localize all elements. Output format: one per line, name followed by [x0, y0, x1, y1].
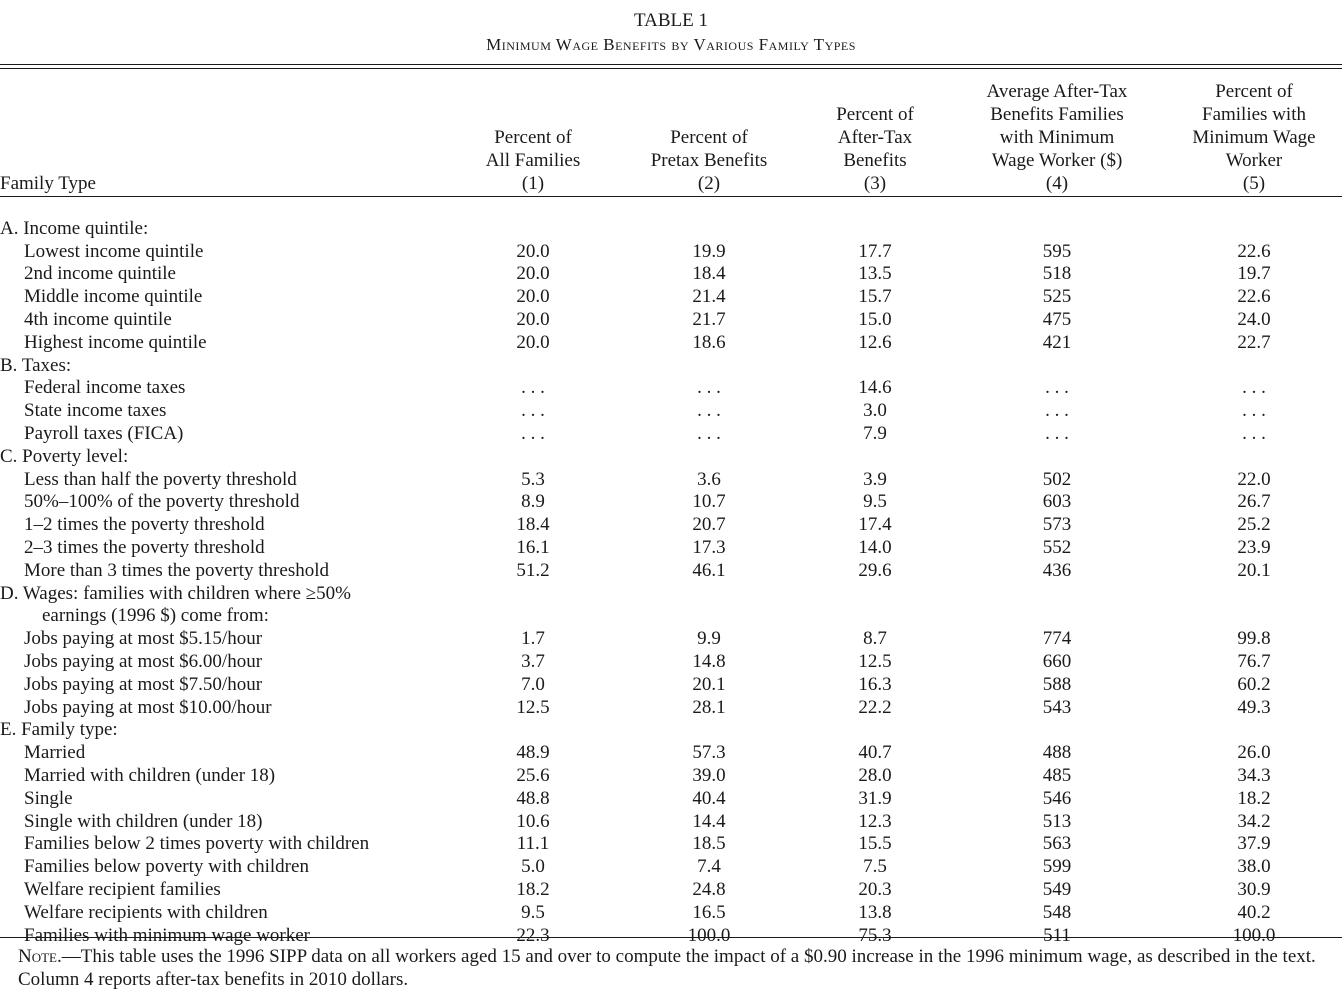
cell-col-5: 38.0: [1237, 856, 1271, 878]
header-line: Worker: [1225, 150, 1283, 171]
cell-col-2: 9.9: [697, 628, 721, 650]
table-row: [0, 560, 1342, 583]
table-row: [0, 332, 1342, 355]
cell-col-5: 30.9: [1237, 878, 1271, 900]
row-label: Lowest income quintile: [24, 240, 204, 262]
cell-col-2: [616, 605, 802, 628]
table-row: [0, 765, 1342, 788]
table-body: [0, 195, 1342, 947]
row-label: Jobs paying at most $10.00/hour: [24, 696, 272, 718]
table-row: [0, 742, 1342, 765]
cell-col-4: 660: [1042, 650, 1072, 672]
cell-col-3: 14.6: [858, 377, 892, 399]
cell-col-3: 13.8: [858, 901, 892, 923]
cell-col-4: 552: [1042, 536, 1072, 558]
note-text: .—This table uses the 1996 SIPP data on all workers aged 15 and over to compute the impact of a $0.90 increase in the 1996 minimum wage, as described in the text. Column 4 reports after-tax benefits in 2010 dollars.: [18, 946, 1316, 990]
cell-col-5: 20.1: [1237, 559, 1271, 581]
section-label: B. Taxes:: [0, 354, 72, 376]
table-row: [0, 377, 1342, 400]
cell-col-5: 18.2: [1237, 787, 1271, 809]
cell-col-5: [1166, 446, 1342, 469]
header-line: Percent of: [836, 104, 914, 125]
cell-col-2: [616, 446, 802, 469]
row-label: Married with children (under 18): [24, 764, 276, 786]
section-row: [0, 583, 1342, 606]
header-line: Percent of: [494, 127, 572, 148]
cell-col-3: 14.0: [858, 536, 892, 558]
cell-col-4: 488: [1042, 742, 1072, 764]
row-label: 2–3 times the poverty threshold: [24, 536, 265, 558]
cell-col-4: [948, 218, 1166, 241]
cell-col-2: [616, 355, 802, 378]
table-note: [0, 945, 1342, 991]
column-header-3: [802, 77, 948, 195]
cell-col-3: [802, 719, 948, 742]
table-row: [0, 833, 1342, 856]
cell-col-2: 39.0: [692, 764, 726, 786]
row-label: Single with children (under 18): [24, 810, 263, 832]
cell-col-5: 40.2: [1237, 901, 1271, 923]
table-row: [0, 788, 1342, 811]
table-row: [0, 674, 1342, 697]
cell-col-3: 75.3: [858, 924, 892, 946]
cell-col-1: [450, 218, 616, 241]
cell-col-1: 20.0: [516, 331, 550, 353]
cell-col-5: [1166, 719, 1342, 742]
cell-col-1: 51.2: [516, 559, 550, 581]
cell-col-1: 1.7: [521, 628, 545, 650]
cell-col-3: 3.0: [863, 400, 887, 422]
cell-col-5: 22.7: [1237, 331, 1271, 353]
cell-col-2: 14.4: [692, 810, 726, 832]
cell-col-4: 588: [1042, 673, 1072, 695]
cell-col-4: [948, 605, 1166, 628]
cell-col-5: 26.7: [1237, 491, 1271, 513]
cell-col-1: 20.0: [516, 308, 550, 330]
cell-col-3: 12.3: [858, 810, 892, 832]
cell-col-3: 12.5: [858, 650, 892, 672]
header-line: with Minimum: [999, 127, 1115, 148]
cell-col-3: [802, 355, 948, 378]
cell-col-3: 31.9: [858, 787, 892, 809]
cell-col-4: 502: [1042, 468, 1072, 490]
cell-col-4: 563: [1042, 833, 1072, 855]
cell-col-2: . . .: [697, 377, 721, 399]
cell-col-1: 20.0: [516, 286, 550, 308]
cell-col-5: 37.9: [1237, 833, 1271, 855]
cell-col-3: 3.9: [863, 468, 887, 490]
cell-col-5: 22.6: [1237, 286, 1271, 308]
header-line: (4): [1045, 173, 1069, 194]
cell-col-2: 7.4: [697, 856, 721, 878]
spacer-row: [0, 195, 1342, 218]
cell-col-1: . . .: [521, 377, 545, 399]
cell-col-5: [1166, 583, 1342, 606]
cell-col-5: 99.8: [1237, 628, 1271, 650]
cell-col-2: [616, 583, 802, 606]
cell-col-3: [802, 583, 948, 606]
cell-col-4: [948, 446, 1166, 469]
cell-col-1: 16.1: [516, 536, 550, 558]
cell-col-5: 100.0: [1232, 924, 1276, 946]
row-label: Jobs paying at most $5.15/hour: [24, 628, 263, 650]
row-label: Single: [24, 787, 73, 809]
cell-col-1: 8.9: [521, 491, 545, 513]
cell-col-2: [616, 719, 802, 742]
cell-col-2: 40.4: [692, 787, 726, 809]
cell-col-3: 13.5: [858, 263, 892, 285]
section-label: E. Family type:: [0, 719, 118, 741]
table-row: [0, 697, 1342, 720]
cell-col-3: 16.3: [858, 673, 892, 695]
cell-col-1: 5.0: [521, 856, 545, 878]
cell-col-1: 10.6: [516, 810, 550, 832]
cell-col-5: [1166, 605, 1342, 628]
row-label: Jobs paying at most $7.50/hour: [24, 673, 263, 695]
cell-col-3: 20.3: [858, 878, 892, 900]
cell-col-2: 14.8: [692, 650, 726, 672]
cell-col-1: 5.3: [521, 468, 545, 490]
cell-col-1: 3.7: [521, 650, 545, 672]
cell-col-2: 10.7: [692, 491, 726, 513]
cell-col-1: 18.4: [516, 514, 550, 536]
cell-col-1: 11.1: [516, 833, 550, 855]
cell-col-5: 25.2: [1237, 514, 1271, 536]
table-row: [0, 491, 1342, 514]
cell-col-5: . . .: [1242, 377, 1266, 399]
table-row: [0, 241, 1342, 264]
cell-col-2: 20.7: [692, 514, 726, 536]
cell-col-3: [802, 446, 948, 469]
cell-col-4: 485: [1042, 764, 1072, 786]
cell-col-1: 18.2: [516, 878, 550, 900]
cell-col-3: 12.6: [858, 331, 892, 353]
column-header-2: [616, 77, 802, 195]
row-label: 2nd income quintile: [24, 263, 176, 285]
header-row: [0, 77, 1342, 195]
row-label: Families below 2 times poverty with children: [24, 833, 370, 855]
cell-col-5: 22.6: [1237, 240, 1271, 262]
row-label: Jobs paying at most $6.00/hour: [24, 650, 263, 672]
cell-col-1: 48.9: [516, 742, 550, 764]
section-label: A. Income quintile:: [0, 217, 149, 239]
cell-col-2: 18.4: [692, 263, 726, 285]
table-row: [0, 879, 1342, 902]
row-label: Federal income taxes: [24, 377, 186, 399]
row-label: Less than half the poverty threshold: [24, 468, 297, 490]
cell-col-2: 21.4: [692, 286, 726, 308]
section-label: D. Wages: families with children where ≥50%: [0, 582, 351, 604]
cell-col-4: 421: [1042, 331, 1072, 353]
cell-col-4: 518: [1042, 263, 1072, 285]
cell-col-2: 20.1: [692, 673, 726, 695]
cell-col-4: . . .: [1045, 400, 1069, 422]
row-label: Middle income quintile: [24, 286, 203, 308]
table-title: TABLE 1: [634, 10, 708, 31]
header-line: Wage Worker ($): [991, 150, 1123, 171]
table-subtitle: Minimum Wage Benefits by Various Family Types: [486, 35, 856, 54]
cell-col-4: 549: [1042, 878, 1072, 900]
cell-col-3: 8.7: [863, 628, 887, 650]
cell-col-1: 20.0: [516, 263, 550, 285]
cell-col-1: [450, 719, 616, 742]
cell-col-2: 28.1: [692, 696, 726, 718]
cell-col-3: 7.9: [863, 422, 887, 444]
header-line: Benefits: [843, 150, 907, 171]
row-label: Families below poverty with children: [24, 856, 309, 878]
cell-col-1: 7.0: [521, 673, 545, 695]
cell-col-3: 15.5: [858, 833, 892, 855]
row-label: Families with minimum wage worker: [24, 924, 311, 946]
top-rule-double: [0, 68, 1342, 69]
header-line: (3): [863, 173, 887, 194]
cell-col-4: 546: [1042, 787, 1072, 809]
cell-col-3: 17.4: [858, 514, 892, 536]
cell-col-2: 18.6: [692, 331, 726, 353]
section-row: [0, 355, 1342, 378]
cell-col-2: 46.1: [692, 559, 726, 581]
header-line: Minimum Wage: [1192, 127, 1316, 148]
row-label: Payroll taxes (FICA): [24, 422, 184, 444]
cell-col-1: . . .: [521, 400, 545, 422]
table-row: [0, 286, 1342, 309]
cell-col-3: 28.0: [858, 764, 892, 786]
row-label: Highest income quintile: [24, 331, 207, 353]
top-rule: [0, 64, 1342, 65]
header-line: After-Tax: [837, 127, 913, 148]
row-label: More than 3 times the poverty threshold: [24, 559, 329, 581]
cell-col-4: 595: [1042, 240, 1072, 262]
section-row: [0, 218, 1342, 241]
table-row: [0, 469, 1342, 492]
cell-col-1: [450, 583, 616, 606]
cell-col-1: 48.8: [516, 787, 550, 809]
cell-col-4: 511: [1043, 924, 1071, 946]
cell-col-5: 22.0: [1237, 468, 1271, 490]
cell-col-2: . . .: [697, 400, 721, 422]
row-label: 50%–100% of the poverty threshold: [24, 491, 300, 513]
cell-col-2: 100.0: [687, 924, 731, 946]
cell-col-5: 23.9: [1237, 536, 1271, 558]
cell-col-5: 24.0: [1237, 308, 1271, 330]
cell-col-1: [450, 355, 616, 378]
cell-col-2: 3.6: [697, 468, 721, 490]
cell-col-1: [450, 446, 616, 469]
cell-col-4: 543: [1042, 696, 1072, 718]
table-row: [0, 811, 1342, 834]
cell-col-4: . . .: [1045, 377, 1069, 399]
cell-col-4: [948, 355, 1166, 378]
cell-col-1: 25.6: [516, 764, 550, 786]
cell-col-3: 29.6: [858, 559, 892, 581]
cell-col-3: 22.2: [858, 696, 892, 718]
table-row: [0, 628, 1342, 651]
table-row: [0, 400, 1342, 423]
row-label: 1–2 times the poverty threshold: [24, 514, 265, 536]
cell-col-4: 475: [1042, 308, 1072, 330]
cell-col-4: 513: [1042, 810, 1072, 832]
header-line: Families with: [1202, 104, 1306, 125]
header-line: Family Type: [0, 173, 96, 194]
table-row: [0, 651, 1342, 674]
cell-col-5: 49.3: [1237, 696, 1271, 718]
header-line: Percent of: [670, 127, 748, 148]
header-line: (1): [521, 173, 545, 194]
column-header-5: [1166, 77, 1342, 195]
column-header-4: [948, 77, 1166, 195]
cell-col-4: 525: [1042, 286, 1072, 308]
cell-col-2: . . .: [697, 422, 721, 444]
cell-col-3: 15.0: [858, 308, 892, 330]
cell-col-3: 40.7: [858, 742, 892, 764]
cell-col-5: 60.2: [1237, 673, 1271, 695]
row-label: Married: [24, 742, 86, 764]
header-line: (5): [1242, 173, 1266, 194]
cell-col-4: [948, 719, 1166, 742]
table-row: [0, 537, 1342, 560]
cell-col-4: . . .: [1045, 422, 1069, 444]
cell-col-4: 548: [1042, 901, 1072, 923]
cell-col-5: 34.2: [1237, 810, 1271, 832]
cell-col-4: 436: [1042, 559, 1072, 581]
header-line: All Families: [485, 150, 581, 171]
table-row: [0, 309, 1342, 332]
cell-col-4: 573: [1042, 514, 1072, 536]
cell-col-2: 17.3: [692, 536, 726, 558]
row-label: Welfare recipient families: [24, 878, 221, 900]
table-row: [0, 925, 1342, 948]
row-label: Welfare recipients with children: [24, 901, 268, 923]
cell-col-2: [616, 218, 802, 241]
cell-col-5: 26.0: [1237, 742, 1271, 764]
cell-col-4: 603: [1042, 491, 1072, 513]
cell-col-5: [1166, 355, 1342, 378]
table-row: [0, 263, 1342, 286]
row-label: 4th income quintile: [24, 308, 172, 330]
cell-col-2: 19.9: [692, 240, 726, 262]
cell-col-2: 24.8: [692, 878, 726, 900]
header-line: Benefits Families: [990, 104, 1124, 125]
cell-col-3: [802, 605, 948, 628]
cell-col-4: 774: [1042, 628, 1072, 650]
section-row: [0, 719, 1342, 742]
section-row: [0, 605, 1342, 628]
data-table: [0, 77, 1342, 947]
row-label: State income taxes: [24, 400, 167, 422]
header-line: Percent of: [1215, 81, 1293, 102]
cell-col-4: [948, 583, 1166, 606]
cell-col-5: [1166, 218, 1342, 241]
column-header-1: [450, 77, 616, 195]
cell-col-2: 57.3: [692, 742, 726, 764]
header-line: (2): [697, 173, 721, 194]
table-row: [0, 902, 1342, 925]
cell-col-2: 18.5: [692, 833, 726, 855]
cell-col-3: 9.5: [863, 491, 887, 513]
cell-col-5: . . .: [1242, 400, 1266, 422]
table-row: [0, 514, 1342, 537]
cell-col-1: 22.3: [516, 924, 550, 946]
cell-col-1: 12.5: [516, 696, 550, 718]
cell-col-1: [450, 605, 616, 628]
table-row: [0, 423, 1342, 446]
cell-col-3: [802, 218, 948, 241]
cell-col-5: 19.7: [1237, 263, 1271, 285]
cell-col-3: 7.5: [863, 856, 887, 878]
cell-col-5: 34.3: [1237, 764, 1271, 786]
section-row: [0, 446, 1342, 469]
cell-col-5: . . .: [1242, 422, 1266, 444]
cell-col-4: 599: [1042, 856, 1072, 878]
header-line: Pretax Benefits: [650, 150, 768, 171]
cell-col-2: 16.5: [692, 901, 726, 923]
cell-col-5: 76.7: [1237, 650, 1271, 672]
section-label: earnings (1996 $) come from:: [42, 605, 269, 627]
column-header-family-type: [0, 77, 450, 195]
cell-col-1: 9.5: [521, 901, 545, 923]
section-label: C. Poverty level:: [0, 445, 129, 467]
note-lead: Note: [18, 946, 57, 967]
cell-col-1: . . .: [521, 422, 545, 444]
header-line: Average After-Tax: [986, 81, 1128, 102]
cell-col-3: 17.7: [858, 240, 892, 262]
table-row: [0, 856, 1342, 879]
cell-col-3: 15.7: [858, 286, 892, 308]
cell-col-1: 20.0: [516, 240, 550, 262]
cell-col-2: 21.7: [692, 308, 726, 330]
